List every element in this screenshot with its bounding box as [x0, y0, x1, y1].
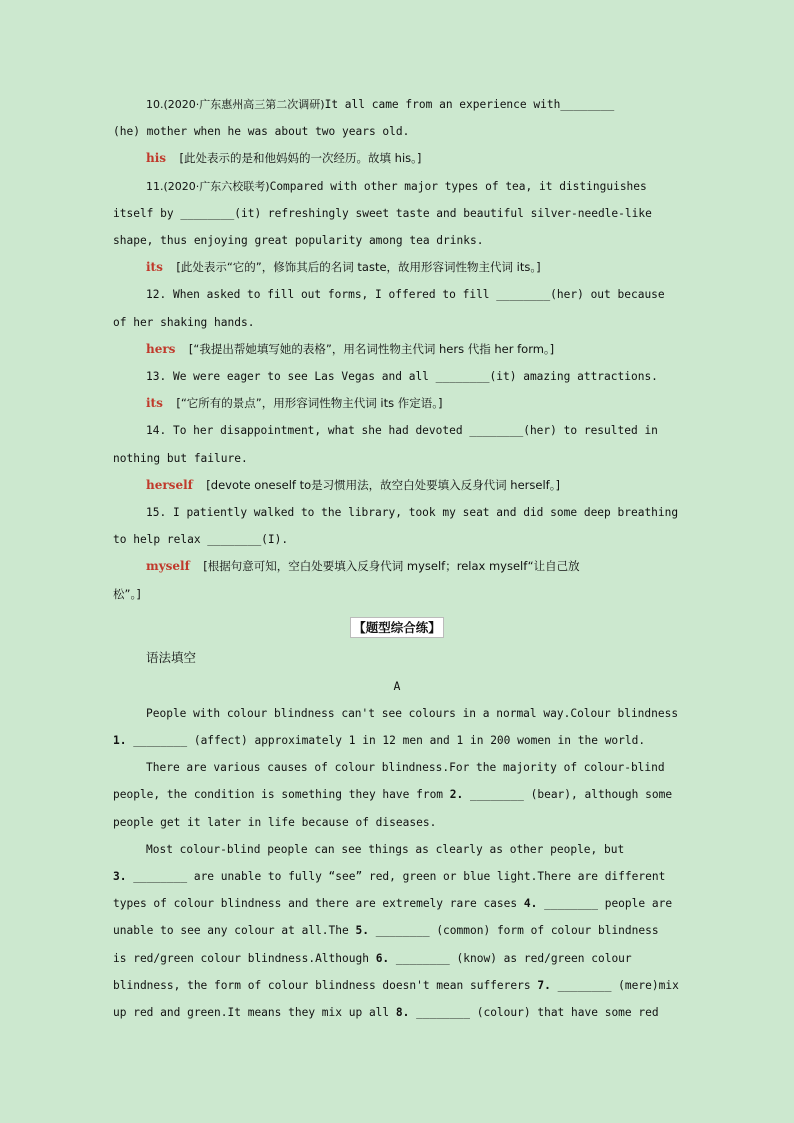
answer-15-cont: 松”。]: [113, 586, 141, 601]
passage-line: people get it later in life because of diseases.: [113, 815, 437, 829]
passage-line: People with colour blindness can't see colours in a normal way.Colour blindness: [146, 706, 679, 720]
answer-10: [113, 145, 681, 172]
answer-explanation: [“我提出帮她填写她的表格”，用名词性物主代词 hers 代指 her form。]: [188, 341, 555, 356]
question-14: [113, 417, 681, 444]
passage-line: [113, 917, 681, 944]
passage-text: types of colour blindness and there are extremely rare cases: [113, 897, 524, 911]
answer-explanation: [根据句意可知，空白处要填入反身代词 myself；relax myself“让自己放: [203, 559, 580, 574]
answer-12: [113, 336, 681, 363]
blank-number: 8.: [395, 1006, 410, 1020]
question-source: (2020·广东惠州高三第二次调研): [163, 98, 325, 111]
question-source: (2020·广东六校联考): [163, 179, 270, 193]
answer-explanation: [devote oneself to是习惯用法，故空白处要填入反身代词 herself。]: [206, 477, 560, 492]
passage-text: people, the condition is something they have from: [113, 788, 450, 802]
passage-text: ________ (know) as red/green colour: [389, 951, 632, 965]
passage-text: ________ (affect) approximately 1 in 12 men and 1 in 200 women in the world.: [126, 734, 646, 748]
answer-15: [113, 553, 681, 580]
question-12-cont: of her shaking hands.: [113, 315, 255, 329]
question-15: [113, 499, 681, 526]
passage-line: [113, 727, 681, 754]
question-13: [113, 363, 681, 390]
passage-text: ________ (colour) that have some red: [409, 1006, 659, 1020]
passage-text: ________ are unable to fully “see” red, green or blue light.There are different: [126, 870, 666, 884]
blank-number: 7.: [537, 978, 551, 992]
section-title: [113, 612, 681, 643]
question-11-cont2: shape, thus enjoying great popularity among tea drinks.: [113, 234, 484, 248]
blank-number: 3.: [113, 870, 127, 884]
question-number: 14.: [146, 424, 167, 438]
passage-line: [113, 863, 681, 890]
question-15-cont: to help relax ________(I).: [113, 533, 289, 547]
question-number: 10.: [146, 98, 164, 111]
passage-line: [113, 781, 681, 808]
passage-line: [113, 972, 681, 999]
passage-text: ________ (bear), although some: [463, 788, 673, 802]
question-number: 15.: [146, 506, 167, 520]
passage-text: is red/green colour blindness.Although: [113, 951, 376, 965]
answer-word: myself: [146, 559, 190, 574]
question-text: When asked to fill out forms, I offered to fill ________(her) out because: [172, 288, 665, 302]
question-number: 11.: [146, 179, 164, 193]
passage-text: ________ (common) form of colour blindness: [368, 924, 659, 938]
answer-word: its: [146, 260, 163, 275]
question-14-cont: nothing but failure.: [113, 451, 248, 465]
question-text: It all came from an experience with________: [324, 98, 615, 111]
question-12: [113, 281, 681, 308]
answer-13: [113, 390, 681, 417]
section-subtitle: 语法填空: [146, 649, 197, 665]
passage-text: up red and green.It means they mix up all: [113, 1006, 396, 1020]
answer-word: its: [146, 396, 163, 411]
passage-line: Most colour-blind people can see things as clearly as other people, but: [146, 842, 625, 856]
passage-line: [113, 890, 681, 917]
passage-letter: A: [393, 678, 401, 693]
blank-number: 6.: [375, 951, 390, 965]
answer-explanation: [“它所有的景点”，用形容词性物主代词 its 作定语。]: [176, 396, 443, 411]
answer-word: hers: [146, 341, 176, 356]
question-text: To her disappointment, what she had devoted ________(her) to resulted in: [172, 424, 658, 438]
answer-explanation: [此处表示“它的”，修饰其后的名词 taste，故用形容词性物主代词 its。]: [176, 260, 541, 275]
blank-number: 2.: [449, 788, 464, 802]
passage-text: ________ (mere)mix: [550, 978, 679, 992]
passage-line: [113, 945, 681, 972]
question-number: 12.: [146, 288, 167, 302]
blank-number: 5.: [355, 924, 369, 938]
question-11: [113, 173, 681, 200]
passage-line: There are various causes of colour blindness.For the majority of colour-blind: [146, 761, 665, 775]
answer-explanation: [此处表示的是和他妈妈的一次经历。故填 his。]: [179, 151, 422, 166]
blank-number: 4.: [523, 897, 538, 911]
passage-text: ________ people are: [537, 897, 673, 911]
passage-line: [113, 999, 681, 1026]
answer-11: [113, 254, 681, 281]
blank-number: 1.: [113, 734, 127, 748]
section-title-label: 【题型综合练】: [350, 617, 444, 638]
question-text: I patiently walked to the library, took my seat and did some deep breathing: [172, 506, 679, 520]
question-text: Compared with other major types of tea, it distinguishes: [269, 179, 647, 193]
passage-text: blindness, the form of colour blindness doesn't mean sufferers: [113, 978, 538, 992]
question-number: 13.: [146, 370, 167, 384]
question-10-cont: (he) mother when he was about two years old.: [113, 125, 410, 139]
question-11-cont: itself by ________(it) refreshingly sweet taste and beautiful silver-needle-like: [113, 206, 652, 220]
question-text: We were eager to see Las Vegas and all ________(it) amazing attractions.: [172, 370, 658, 384]
question-10: [113, 91, 681, 118]
document-page: [113, 91, 681, 1026]
answer-word: herself: [146, 477, 193, 492]
passage-text: unable to see any colour at all.The: [113, 924, 356, 938]
answer-14: [113, 472, 681, 499]
answer-word: his: [146, 151, 167, 166]
